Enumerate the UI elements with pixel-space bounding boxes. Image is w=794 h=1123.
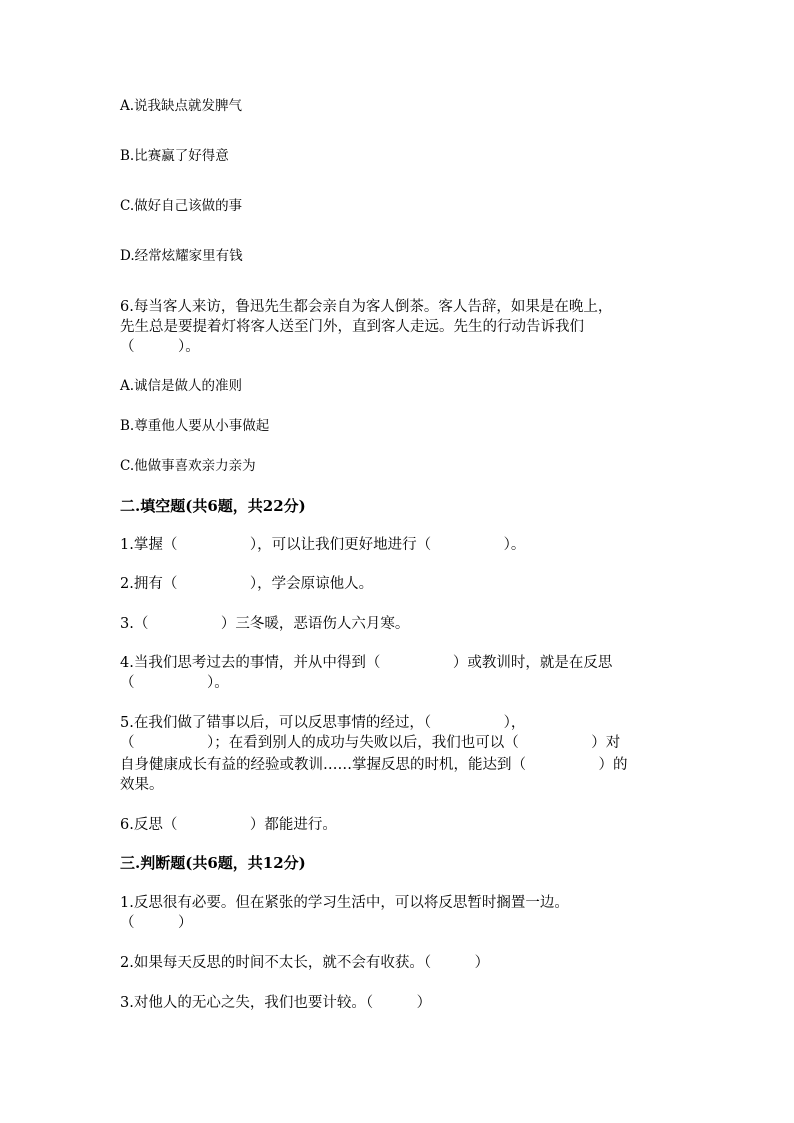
- question-6-option-c: C.他做事喜欢亲力亲为: [120, 458, 256, 474]
- fill-question-3: 3.（ ）三冬暖，恶语伤人六月寒。: [120, 616, 410, 632]
- fill-question-4-line-2: （ ）。: [120, 675, 229, 691]
- option-b: B.比赛赢了好得意: [120, 148, 229, 164]
- fill-question-6: 6.反思（ ）都能进行。: [120, 817, 337, 833]
- question-6-line-2: 先生总是要提着灯将客人送至门外，直到客人走远。先生的行动告诉我们: [120, 319, 584, 335]
- fill-question-5-line-2: （ ）；在看到别人的成功与失败以后，我们也可以（ ）对: [120, 735, 621, 751]
- judge-question-3: 3.对他人的无心之失，我们也要计较。（ ）: [120, 995, 432, 1011]
- fill-question-1: 1.掌握（ ），可以让我们更好地进行（ ）。: [120, 537, 526, 553]
- section-2-heading: 二.填空题(共6题，共22分): [120, 497, 306, 515]
- question-6-line-3: （ ）。: [120, 339, 200, 355]
- question-6-option-a: A.诚信是做人的准则: [120, 378, 243, 394]
- option-c: C.做好自己该做的事: [120, 198, 243, 214]
- judge-question-1-line-2: （ ）: [120, 915, 193, 931]
- fill-question-4-line-1: 4.当我们思考过去的事情，并从中得到（ ）或教训时，就是在反思: [120, 655, 613, 671]
- judge-question-1-line-1: 1.反思很有必要。但在紧张的学习生活中，可以将反思暂时搁置一边。: [120, 895, 569, 911]
- fill-question-5-line-4: 效果。: [120, 777, 164, 793]
- fill-question-2: 2.拥有（ ），学会原谅他人。: [120, 576, 374, 592]
- option-d: D.经常炫耀家里有钱: [120, 248, 243, 264]
- option-a: A.说我缺点就发脾气: [120, 98, 243, 114]
- judge-question-2: 2.如果每天反思的时间不太长，就不会有收获。（ ）: [120, 955, 490, 971]
- fill-question-5-line-3: 自身健康成长有益的经验或教训……掌握反思的时机，能达到（ ）的: [120, 757, 628, 773]
- question-6-line-1: 6.每当客人来访，鲁迅先生都会亲自为客人倒茶。客人告辞，如果是在晚上，: [120, 299, 613, 315]
- section-3-heading: 三.判断题(共6题，共12分): [120, 854, 306, 872]
- question-6-option-b: B.尊重他人要从小事做起: [120, 418, 270, 434]
- fill-question-5-line-1: 5.在我们做了错事以后，可以反思事情的经过，（ ），: [120, 715, 526, 731]
